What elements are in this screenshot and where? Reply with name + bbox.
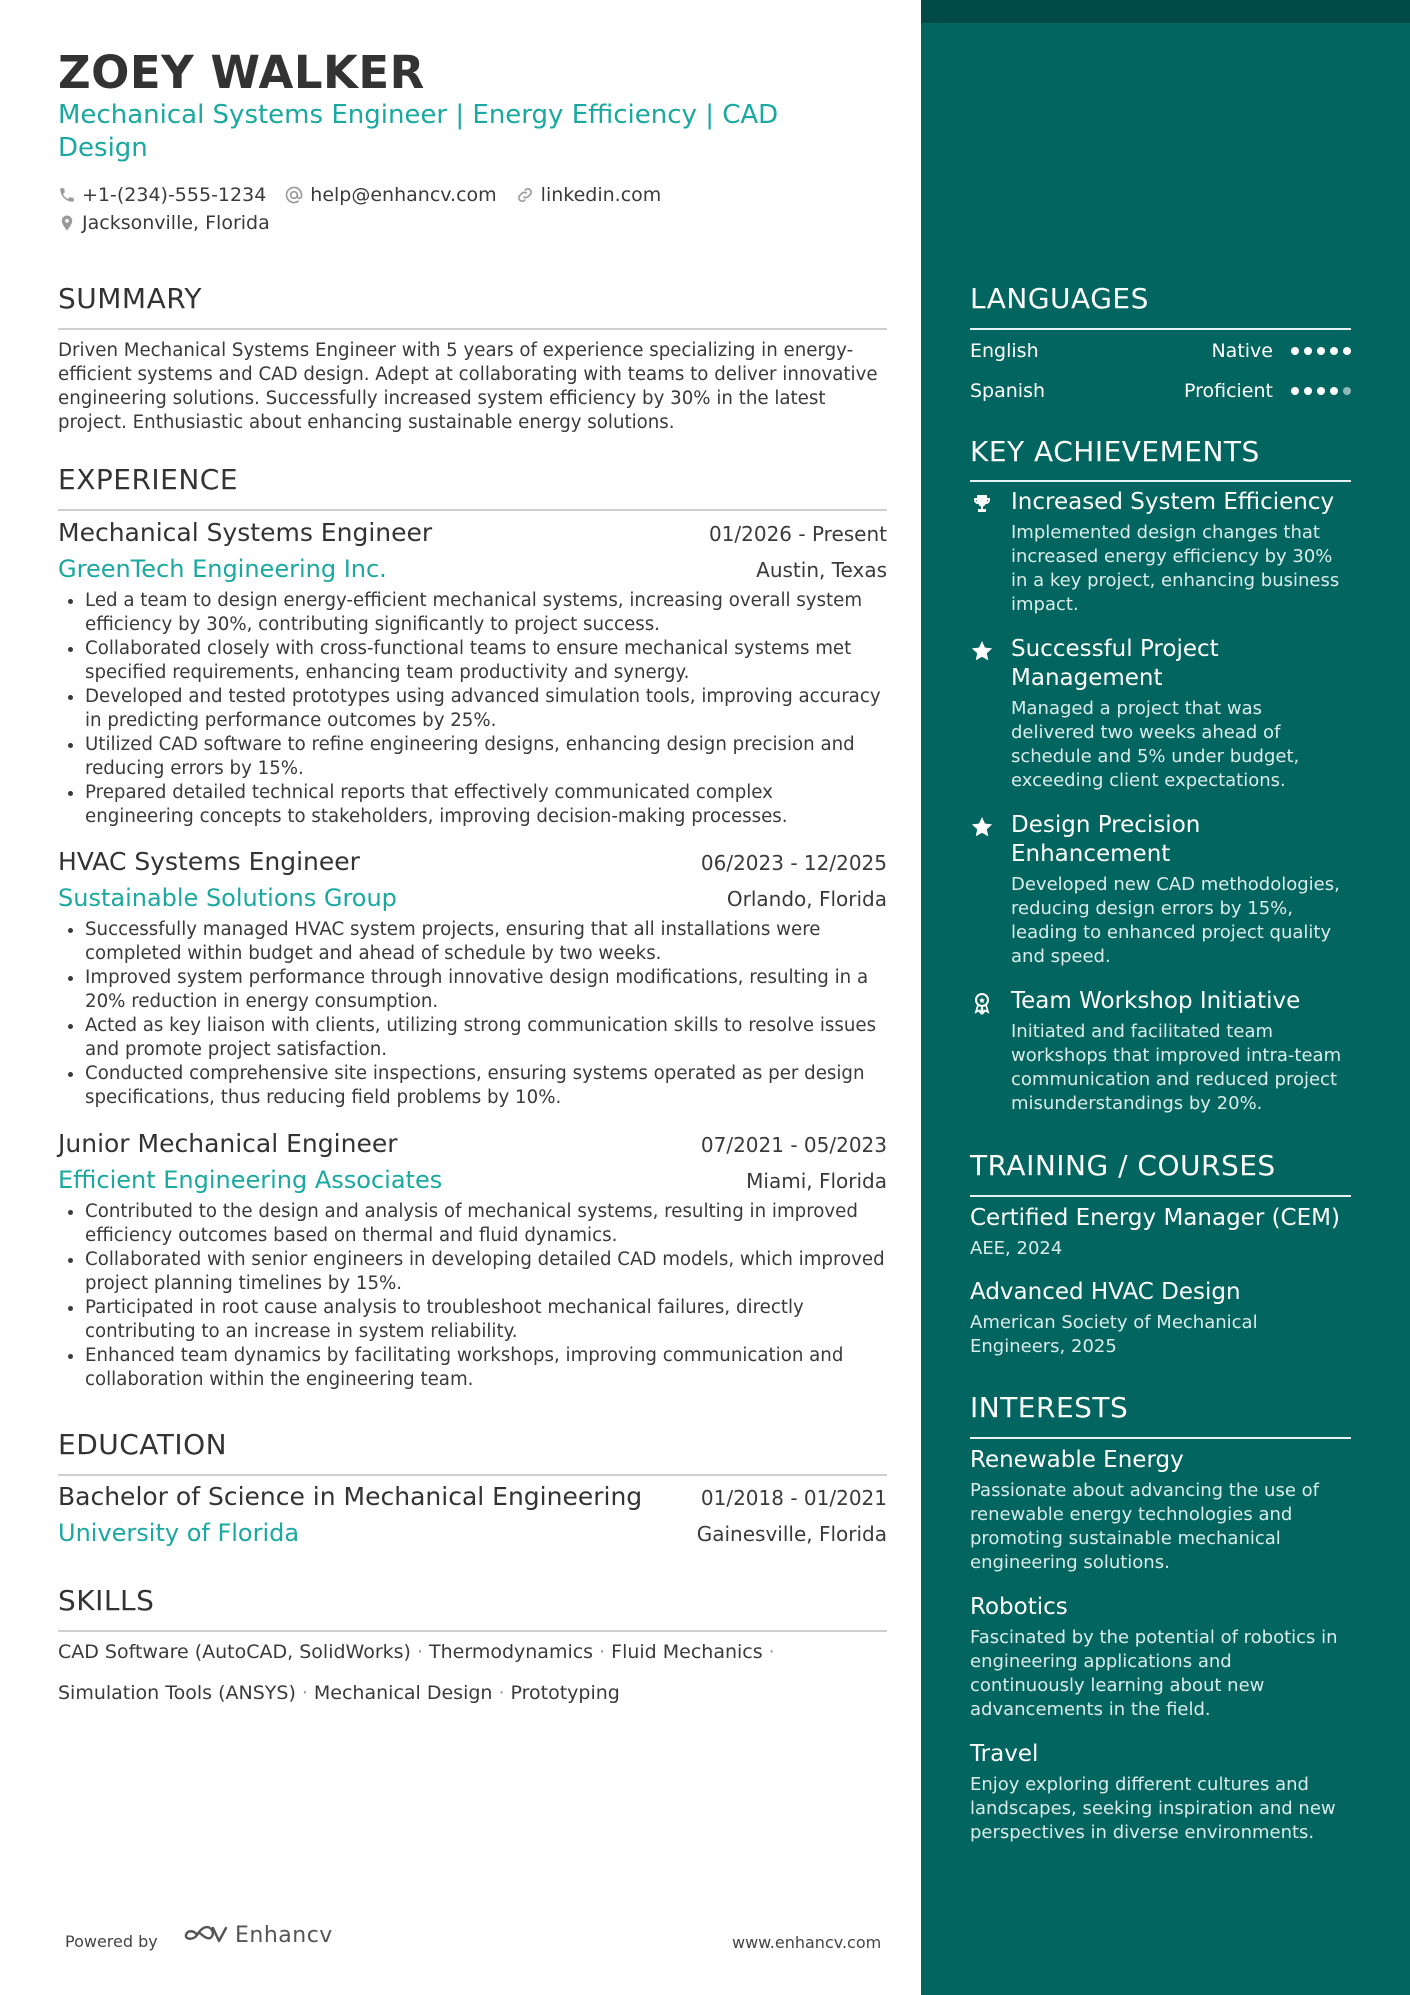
skill-separator: · [768, 1641, 775, 1663]
sidebar-top-bar [921, 0, 1410, 23]
rating-dot-empty [1343, 387, 1351, 395]
company-name[interactable]: Efficient Engineering Associates [58, 1166, 443, 1194]
course-title: Advanced HVAC Design [970, 1279, 1241, 1305]
education-title: EDUCATION [58, 1428, 228, 1461]
trophy-icon [970, 492, 994, 516]
star-icon [970, 815, 994, 839]
job-dates: 01/2026 - Present [708, 522, 887, 546]
skill-separator: · [416, 1641, 424, 1663]
interest-desc: Fascinated by the potential of robotics in engineering applications and continuously learning about new advancements in the field. [970, 1627, 1338, 1720]
skills-list [58, 1632, 887, 1714]
interest-desc: Enjoy exploring different cultures and landscapes, seeking inspiration and new perspectives in diverse environments. [970, 1774, 1336, 1843]
achievement-desc: Managed a project that was delivered two weeks ahead of schedule and 5% under budget, exceeding client expectations. [1011, 698, 1300, 791]
job-location: Austin, Texas [756, 558, 887, 582]
skill-separator: · [498, 1682, 505, 1704]
candidate-headline: Mechanical Systems Engineer | Energy Efficiency | CAD Design [58, 100, 779, 163]
education-dates: 01/2018 - 01/2021 [700, 1486, 887, 1510]
job-title: Mechanical Systems Engineer [58, 518, 433, 547]
job-dates: 07/2021 - 05/2023 [700, 1133, 887, 1157]
bullet-item: • Contributed to the design and analysis of mechanical systems, resulting in improved efficiency outcomes based on thermal and fluid dynamics. [85, 1200, 887, 1248]
job-bullets [58, 1200, 887, 1392]
job-dates: 06/2023 - 12/2025 [700, 851, 887, 875]
skill-separator: · [599, 1641, 606, 1663]
skill-item: Mechanical Design [313, 1682, 493, 1704]
location-text: Jacksonville, Florida [82, 212, 270, 234]
job-bullets [58, 918, 887, 1110]
training-title: TRAINING / COURSES [970, 1149, 1276, 1182]
rating-dot-filled [1291, 387, 1299, 395]
course-desc: American Society of Mechanical Engineers, 2025 [970, 1312, 1258, 1357]
training-item [970, 1277, 1351, 1359]
job-entry [58, 1129, 887, 1392]
footer-url[interactable]: www.enhancv.com [732, 1933, 882, 1952]
language-rating [1291, 347, 1351, 355]
job-location: Orlando, Florida [726, 887, 887, 911]
phone-icon [58, 186, 76, 204]
summary-divider [58, 328, 887, 330]
location-pin-icon [58, 213, 76, 233]
achievement-title: Design Precision Enhancement [1011, 812, 1201, 867]
achievements-divider [970, 480, 1351, 482]
education-location: Gainesville, Florida [696, 1522, 887, 1546]
bullet-item: • Conducted comprehensive site inspections, ensuring systems operated as per design specifications, thus reducing field problems by 10%. [85, 1062, 887, 1110]
skills-title: SKILLS [58, 1584, 155, 1617]
training-item [970, 1203, 1351, 1261]
company-name[interactable]: Sustainable Solutions Group [58, 884, 397, 912]
star-icon [970, 639, 994, 663]
achievement-item [970, 987, 1351, 1116]
interest-desc: Passionate about advancing the use of renewable energy technologies and promoting sustainable mechanical engineering solutions. [970, 1480, 1319, 1573]
education-divider [58, 1474, 887, 1476]
achievement-title: Team Workshop Initiative [1011, 988, 1301, 1014]
bullet-item: • Developed and tested prototypes using advanced simulation tools, improving accuracy in predicting performance outcomes by 25%. [85, 685, 887, 733]
achievement-desc: Implemented design changes that increased energy efficiency by 30% in a key project, enhancing business impact. [1011, 522, 1340, 615]
experience-title: EXPERIENCE [58, 463, 239, 496]
enhancv-logo[interactable] [183, 1922, 333, 1948]
interest-title: Renewable Energy [970, 1447, 1184, 1473]
contact-location [58, 212, 270, 234]
company-name[interactable]: GreenTech Engineering Inc. [58, 555, 387, 583]
contact-phone[interactable] [58, 184, 266, 206]
job-entry [58, 847, 887, 1110]
language-name: English [970, 340, 1039, 362]
skill-separator: · [301, 1682, 308, 1704]
achievement-desc: Developed new CAD methodologies, reducing design errors by 15%, leading to enhanced project quality and speed. [1011, 874, 1340, 967]
skill-item: CAD Software (AutoCAD, SolidWorks) [58, 1641, 411, 1663]
rating-dot-filled [1304, 387, 1312, 395]
interest-item [970, 1739, 1351, 1845]
language-level: Native [1211, 340, 1273, 362]
interest-item [970, 1592, 1351, 1722]
bullet-item: • Successfully managed HVAC system projects, ensuring that all installations were completed within budget and ahead of schedule by two weeks. [85, 918, 887, 966]
skill-item: Thermodynamics [429, 1641, 594, 1663]
rating-dot-filled [1317, 387, 1325, 395]
linkedin-text: linkedin.com [540, 184, 662, 206]
rating-dot-filled [1291, 347, 1299, 355]
bullet-item: • Prepared detailed technical reports that effectively communicated complex engineering concepts to stakeholders, improving decision-making processes. [85, 781, 887, 829]
achievement-item [970, 635, 1351, 793]
language-row [970, 336, 1351, 366]
achievements-title: KEY ACHIEVEMENTS [970, 435, 1260, 468]
award-ribbon-icon [970, 991, 994, 1015]
enhancv-logo-text: Enhancv [235, 1922, 333, 1948]
skill-item: Simulation Tools (ANSYS) [58, 1682, 296, 1704]
job-location: Miami, Florida [746, 1169, 887, 1193]
powered-by-text: Powered by [65, 1932, 158, 1951]
bullet-item: • Led a team to design energy-efficient mechanical systems, increasing overall system efficiency by 30%, contributing significantly to project success. [85, 589, 887, 637]
languages-divider [970, 328, 1351, 330]
language-name: Spanish [970, 380, 1046, 402]
bullet-item: • Participated in root cause analysis to troubleshoot mechanical failures, directly contributing to an increase in system reliability. [85, 1296, 887, 1344]
at-icon [284, 185, 304, 205]
training-divider [970, 1195, 1351, 1197]
job-title: HVAC Systems Engineer [58, 847, 360, 876]
phone-text: +1-(234)-555-1234 [82, 184, 267, 206]
achievement-title: Increased System Efficiency [1011, 489, 1335, 515]
achievement-desc: Initiated and facilitated team workshops that improved intra-team communication and reduced project misunderstandings by 20%. [1011, 1021, 1342, 1114]
languages-title: LANGUAGES [970, 282, 1149, 315]
course-desc: AEE, 2024 [970, 1238, 1063, 1259]
link-icon [515, 185, 535, 205]
rating-dot-filled [1343, 347, 1351, 355]
language-level: Proficient [1183, 380, 1273, 402]
contact-info [58, 181, 878, 237]
course-title: Certified Energy Manager (CEM) [970, 1205, 1340, 1231]
contact-linkedin[interactable] [515, 184, 662, 206]
skill-item: Fluid Mechanics [611, 1641, 763, 1663]
rating-dot-filled [1304, 347, 1312, 355]
language-rating [1291, 387, 1351, 395]
rating-dot-filled [1330, 347, 1338, 355]
achievement-title: Successful Project Management [1011, 636, 1219, 691]
education-entry [58, 1482, 887, 1547]
rating-dot-filled [1330, 387, 1338, 395]
contact-email[interactable] [284, 184, 496, 206]
skill-item: Prototyping [510, 1682, 620, 1704]
summary-text: Driven Mechanical Systems Engineer with 5 years of experience specializing in energy-efficient systems and CAD design. Adept at collaborating with teams to deliver innovative engineering solutions. Successfully increased system efficiency by 30% in the latest project. Enthusiastic about enhancing sustainable energy solutions. [58, 340, 878, 433]
bullet-item: • Collaborated closely with cross-functional teams to ensure mechanical systems met specified requirements, enhancing team productivity and synergy. [85, 637, 887, 685]
job-bullets [58, 589, 887, 829]
achievement-item [970, 488, 1351, 617]
interest-title: Robotics [970, 1594, 1068, 1620]
candidate-name: ZOEY WALKER [58, 46, 425, 99]
summary-title: SUMMARY [58, 282, 203, 315]
experience-divider [58, 509, 887, 511]
interest-title: Travel [970, 1741, 1039, 1767]
enhancv-logo-icon [183, 1922, 229, 1948]
job-entry [58, 518, 887, 829]
language-row [970, 376, 1351, 406]
interest-item [970, 1445, 1351, 1575]
job-title: Junior Mechanical Engineer [58, 1129, 398, 1158]
degree-title: Bachelor of Science in Mechanical Engineering [58, 1482, 643, 1511]
email-text: help@enhancv.com [310, 184, 497, 206]
interests-divider [970, 1437, 1351, 1439]
bullet-item: • Acted as key liaison with clients, utilizing strong communication skills to resolve issues and promote project satisfaction. [85, 1014, 887, 1062]
bullet-item: • Improved system performance through innovative design modifications, resulting in a 20% reduction in energy consumption. [85, 966, 887, 1014]
interests-title: INTERESTS [970, 1391, 1129, 1424]
bullet-item: • Enhanced team dynamics by facilitating workshops, improving communication and collaboration within the engineering team. [85, 1344, 887, 1392]
bullet-item: • Utilized CAD software to refine engineering designs, enhancing design precision and reducing errors by 15%. [85, 733, 887, 781]
school-name[interactable]: University of Florida [58, 1519, 300, 1547]
rating-dot-filled [1317, 347, 1325, 355]
bullet-item: • Collaborated with senior engineers in developing detailed CAD models, which improved project planning timelines by 15%. [85, 1248, 887, 1296]
achievement-item [970, 811, 1351, 969]
